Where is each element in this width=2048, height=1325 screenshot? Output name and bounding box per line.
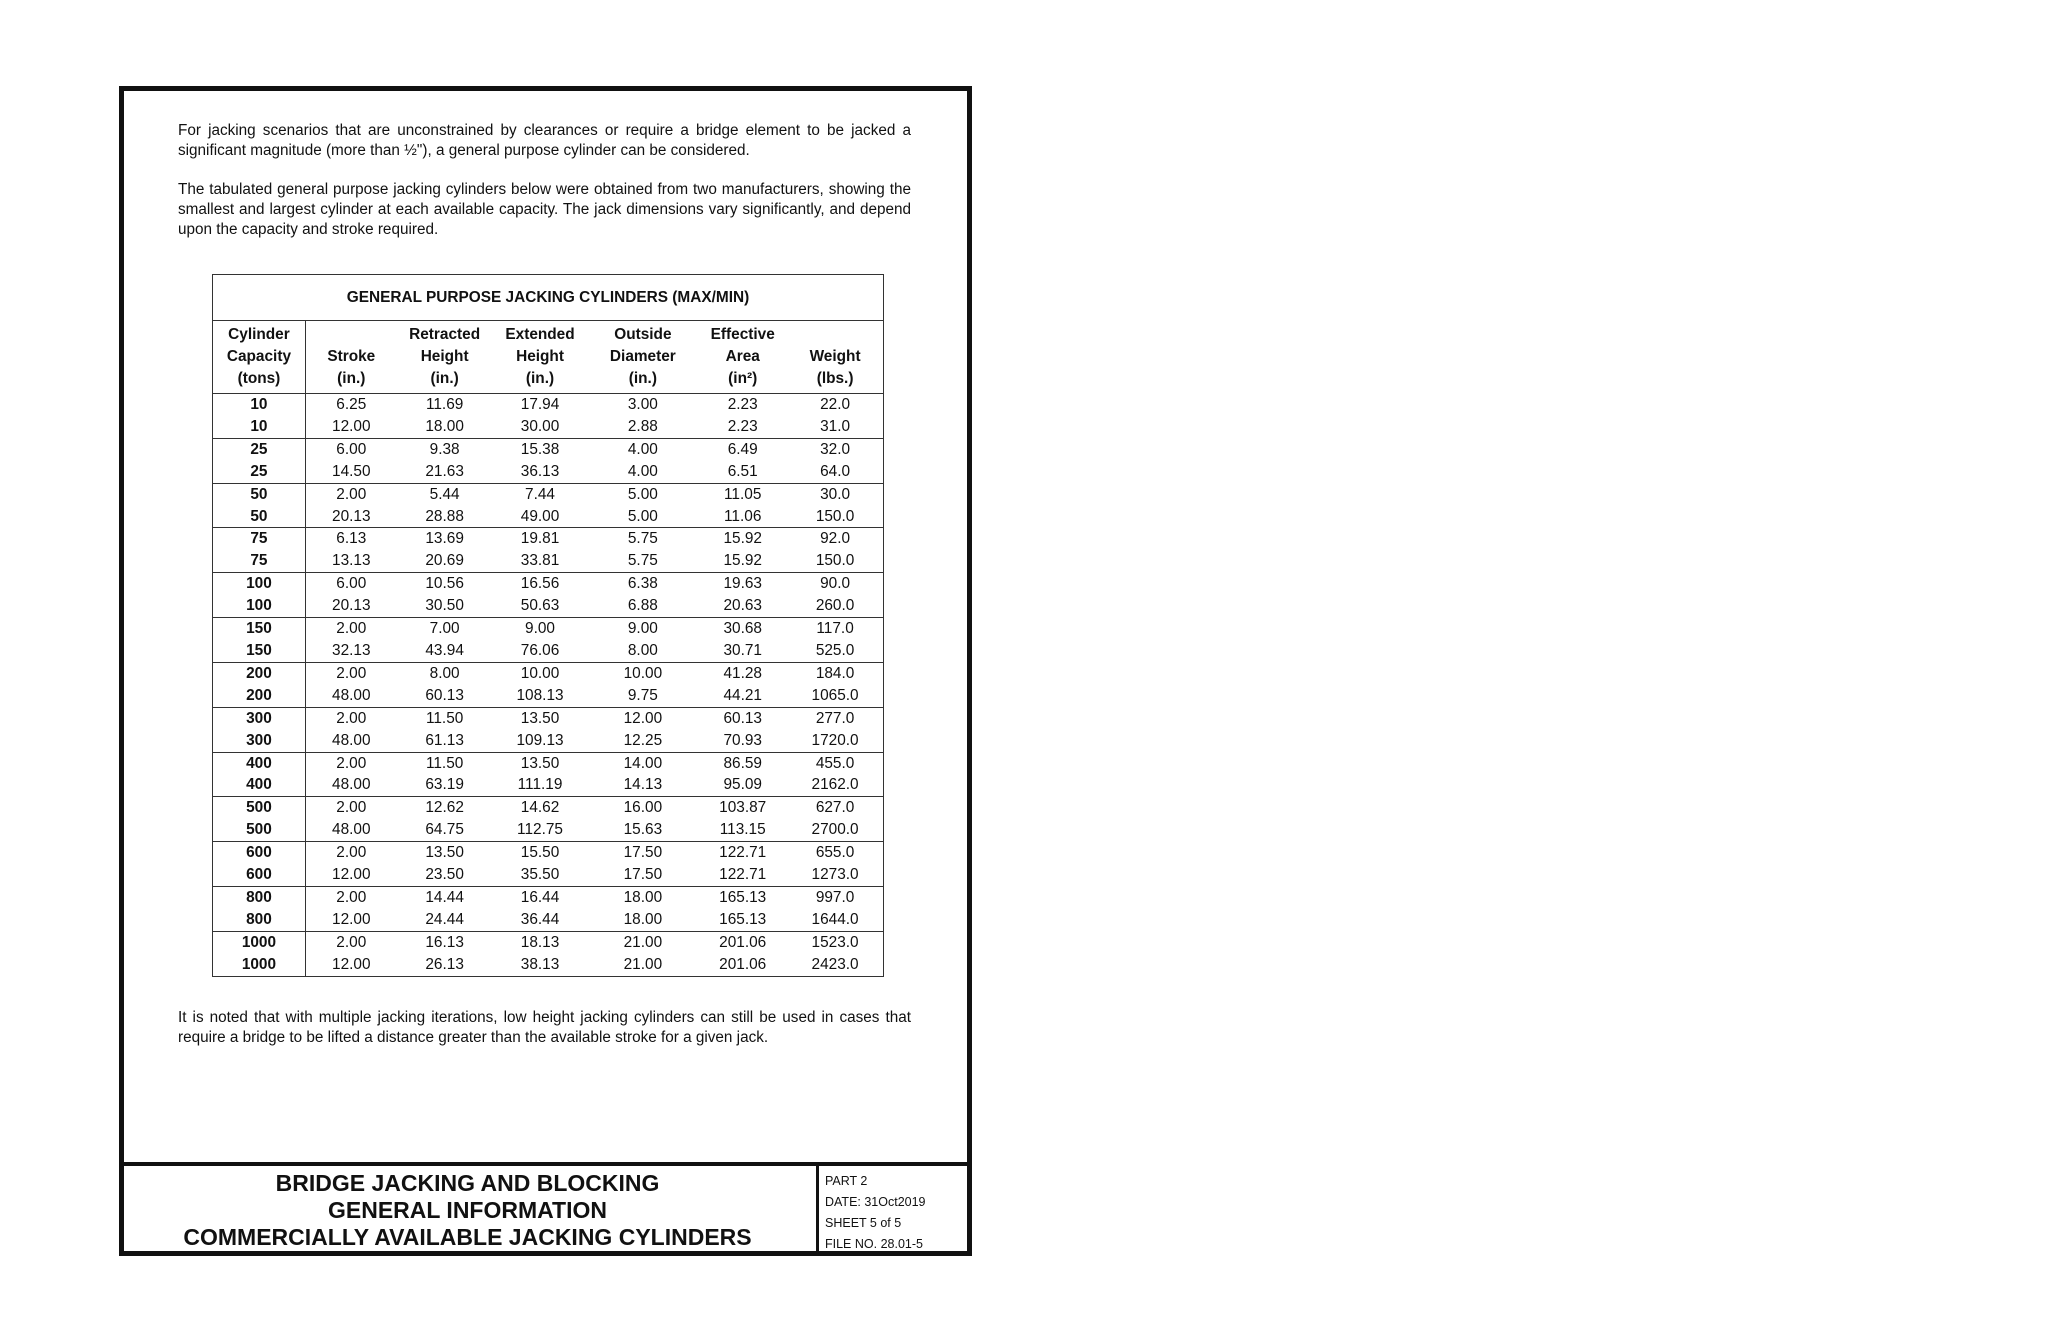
cell-retracted-height: 20.69 [397, 550, 493, 572]
cell-capacity: 75 [213, 528, 306, 550]
cell-outside-diameter: 9.00 [627, 620, 658, 638]
cell-outside-diameter: 5.75 [587, 550, 698, 572]
cell-weight: 525.0 [787, 640, 883, 662]
cell-outside-diameter: 4.00 [587, 461, 698, 483]
cell-effective-area: 165.13 [698, 909, 787, 931]
table-row [213, 573, 884, 595]
cell-capacity: 100 [213, 573, 306, 595]
cell-capacity: 50 [213, 506, 306, 528]
header-line: (lbs.) [816, 370, 854, 387]
cell-effective-area: 103.87 [719, 799, 767, 817]
cell-effective-area: 60.13 [723, 709, 762, 727]
cell-capacity: 200 [213, 662, 306, 684]
header-line: Effective [710, 326, 775, 343]
cell-extended-height: 13.50 [520, 754, 560, 772]
cell-effective-area: 6.51 [698, 461, 787, 483]
cell-stroke: 14.50 [305, 461, 396, 483]
cell-outside-diameter: 14.00 [623, 754, 663, 772]
cell-stroke: 48.00 [305, 774, 396, 796]
header-line: (in.) [525, 370, 555, 387]
cell-retracted-height: 28.88 [397, 506, 493, 528]
cell-stroke: 6.25 [336, 396, 367, 413]
cell-weight: 184.0 [815, 664, 855, 682]
table-header-row [213, 321, 884, 394]
cell-capacity: 200 [213, 685, 306, 707]
cell-extended-height: 50.63 [493, 595, 588, 617]
cell-retracted-height: 11.50 [425, 709, 464, 727]
table-row [213, 774, 884, 796]
table-row [213, 618, 884, 640]
title-block-heading [119, 1170, 816, 1251]
cell-capacity: 300 [213, 707, 306, 729]
cell-stroke: 12.00 [305, 954, 396, 976]
cell-effective-area: 41.28 [723, 664, 762, 682]
header-line: Extended [505, 326, 575, 343]
cell-weight: 2423.0 [787, 954, 883, 976]
cell-weight: 64.0 [787, 461, 883, 483]
cell-capacity: 10 [213, 394, 306, 416]
cell-retracted-height: 30.50 [397, 595, 493, 617]
cell-stroke: 6.00 [336, 440, 367, 458]
cell-extended-height: 38.13 [493, 954, 588, 976]
cell-capacity: 25 [213, 438, 306, 460]
cell-outside-diameter: 2.88 [587, 416, 698, 438]
title-block-info [825, 1171, 926, 1255]
cell-retracted-height: 21.63 [397, 461, 493, 483]
table-description-paragraph: The tabulated general purpose jacking cylinders below were obtained from two manufacturers, showing the smallest and largest cylinder at each available capacity. The jack dimensions vary significantly, and depend upon the capacity and stroke required. [178, 181, 911, 238]
cell-outside-diameter: 12.00 [623, 709, 663, 727]
cell-weight: 655.0 [815, 844, 855, 862]
cell-stroke: 48.00 [305, 685, 396, 707]
cell-extended-height: 15.38 [520, 440, 560, 458]
cell-capacity: 800 [213, 909, 306, 931]
cell-stroke: 48.00 [305, 819, 396, 841]
cell-effective-area: 122.71 [698, 864, 787, 886]
cell-weight: 260.0 [787, 595, 883, 617]
cell-effective-area: 95.09 [698, 774, 787, 796]
header-line: (in.) [430, 370, 459, 387]
cell-stroke: 20.13 [305, 506, 396, 528]
table-row [213, 506, 884, 528]
cell-capacity: 150 [213, 618, 306, 640]
cell-weight: 31.0 [787, 416, 883, 438]
cell-weight: 90.0 [820, 575, 851, 593]
header-extended-height [493, 321, 588, 394]
cell-stroke: 6.00 [336, 575, 367, 593]
cell-capacity: 800 [213, 886, 306, 908]
cell-outside-diameter: 15.63 [587, 819, 698, 841]
jacking-cylinders-table [212, 274, 884, 977]
header-line: Retracted [409, 326, 481, 343]
cell-stroke: 2.00 [336, 933, 367, 951]
header-line: Cylinder [228, 326, 290, 343]
cell-stroke: 20.13 [305, 595, 396, 617]
cell-stroke: 48.00 [305, 730, 396, 752]
cell-outside-diameter: 21.00 [587, 954, 698, 976]
table-row [213, 752, 884, 774]
cell-extended-height: 7.44 [525, 485, 555, 503]
cell-stroke: 2.00 [336, 844, 367, 862]
cell-capacity: 300 [213, 730, 306, 752]
cell-retracted-height: 12.62 [425, 799, 464, 817]
cell-retracted-height: 9.38 [429, 440, 460, 458]
header-outside-diameter [587, 321, 698, 394]
cell-capacity: 500 [213, 819, 306, 841]
cell-effective-area: 2.23 [698, 416, 787, 438]
header-line: Weight [809, 348, 861, 365]
table-row [213, 595, 884, 617]
table-row [213, 909, 884, 931]
cell-retracted-height: 10.56 [425, 575, 464, 593]
cell-capacity: 100 [213, 595, 306, 617]
cell-outside-diameter: 21.00 [623, 933, 663, 951]
cell-retracted-height: 5.44 [429, 485, 460, 503]
table-row [213, 528, 884, 550]
date-label: DATE: 31Oct2019 [825, 1195, 926, 1209]
cell-outside-diameter: 4.00 [627, 440, 658, 458]
cell-weight: 92.0 [820, 530, 851, 548]
cell-effective-area: 201.06 [719, 933, 767, 951]
header-line: (tons) [237, 370, 281, 387]
cell-extended-height: 35.50 [493, 864, 588, 886]
cell-effective-area: 19.63 [723, 575, 762, 593]
header-line: Area [725, 348, 760, 365]
table-row [213, 954, 884, 976]
cell-retracted-height: 61.13 [397, 730, 493, 752]
cell-stroke: 6.13 [336, 530, 367, 548]
cell-stroke: 13.13 [305, 550, 396, 572]
cell-weight: 30.0 [820, 485, 851, 503]
table-row [213, 886, 884, 908]
table-row [213, 797, 884, 819]
header-line: Stroke [327, 348, 376, 365]
cell-retracted-height: 11.69 [425, 396, 464, 413]
table-row [213, 685, 884, 707]
cell-stroke: 2.00 [336, 485, 367, 503]
cell-extended-height: 76.06 [493, 640, 588, 662]
cell-outside-diameter: 9.75 [587, 685, 698, 707]
cell-retracted-height: 7.00 [429, 620, 460, 638]
cell-extended-height: 36.13 [493, 461, 588, 483]
cell-weight: 22.0 [820, 396, 851, 413]
header-line: Height [516, 348, 564, 365]
cell-retracted-height: 24.44 [397, 909, 493, 931]
cell-outside-diameter: 18.00 [587, 909, 698, 931]
cell-stroke: 2.00 [336, 888, 367, 906]
header-weight [787, 321, 883, 394]
header-retracted-height [397, 321, 493, 394]
cell-weight: 277.0 [815, 709, 855, 727]
table-row [213, 416, 884, 438]
cell-extended-height: 112.75 [493, 819, 588, 841]
table-row [213, 461, 884, 483]
cell-effective-area: 113.15 [698, 819, 787, 841]
header-line: (in.) [628, 370, 657, 387]
cell-extended-height: 10.00 [520, 664, 560, 682]
cell-capacity: 600 [213, 842, 306, 864]
cell-extended-height: 9.00 [525, 620, 555, 638]
cell-retracted-height: 14.44 [425, 888, 464, 906]
cell-capacity: 1000 [213, 954, 306, 976]
cell-weight: 1523.0 [811, 933, 859, 951]
cell-retracted-height: 60.13 [397, 685, 493, 707]
header-stroke [305, 321, 396, 394]
cell-effective-area: 30.68 [723, 620, 762, 638]
file-number-label: FILE NO. 28.01-5 [825, 1237, 923, 1251]
cell-effective-area: 15.92 [698, 550, 787, 572]
cell-weight: 150.0 [787, 506, 883, 528]
cell-effective-area: 20.63 [698, 595, 787, 617]
title-block-divider [816, 1166, 819, 1256]
table-row [213, 864, 884, 886]
cell-effective-area: 6.49 [727, 440, 758, 458]
header-line: Outside [614, 326, 672, 343]
cell-weight: 32.0 [820, 440, 851, 458]
cell-weight: 997.0 [815, 888, 855, 906]
cell-stroke: 12.00 [305, 864, 396, 886]
cell-capacity: 150 [213, 640, 306, 662]
cell-capacity: 1000 [213, 931, 306, 953]
cell-retracted-height: 43.94 [397, 640, 493, 662]
cell-retracted-height: 23.50 [397, 864, 493, 886]
cell-capacity: 10 [213, 416, 306, 438]
cell-stroke: 2.00 [336, 620, 367, 638]
table-row [213, 730, 884, 752]
cell-effective-area: 122.71 [719, 844, 767, 862]
cell-extended-height: 18.13 [520, 933, 560, 951]
cell-extended-height: 111.19 [493, 774, 588, 796]
cell-extended-height: 33.81 [493, 550, 588, 572]
table-row [213, 819, 884, 841]
cell-effective-area: 70.93 [698, 730, 787, 752]
cell-retracted-height: 16.13 [425, 933, 464, 951]
title-line: GENERAL INFORMATION [328, 1197, 607, 1223]
cell-extended-height: 16.56 [520, 575, 560, 593]
table-row [213, 662, 884, 684]
sheet-label: SHEET 5 of 5 [825, 1216, 902, 1230]
cell-stroke: 2.00 [336, 754, 367, 772]
cell-stroke: 2.00 [336, 664, 367, 682]
cell-outside-diameter: 14.13 [587, 774, 698, 796]
cell-capacity: 400 [213, 752, 306, 774]
cell-stroke: 12.00 [305, 909, 396, 931]
cell-weight: 455.0 [815, 754, 855, 772]
cell-outside-diameter: 8.00 [587, 640, 698, 662]
cell-capacity: 400 [213, 774, 306, 796]
table-row [213, 550, 884, 572]
cell-stroke: 12.00 [305, 416, 396, 438]
intro-paragraph: For jacking scenarios that are unconstrained by clearances or require a bridge element to be jacked a significant magnitude (more than ½"), a general purpose cylinder can be considered. [178, 122, 911, 159]
cell-capacity: 25 [213, 461, 306, 483]
header-capacity [213, 321, 306, 394]
cell-weight: 1273.0 [787, 864, 883, 886]
header-effective-area [698, 321, 787, 394]
cell-outside-diameter: 10.00 [623, 664, 663, 682]
table-row [213, 483, 884, 505]
cell-effective-area: 2.23 [727, 396, 758, 413]
header-line: (in.) [337, 370, 366, 387]
cell-retracted-height: 26.13 [397, 954, 493, 976]
cell-weight: 1065.0 [787, 685, 883, 707]
table-title: GENERAL PURPOSE JACKING CYLINDERS (MAX/MIN) [213, 275, 884, 321]
cell-outside-diameter: 18.00 [623, 888, 663, 906]
cell-effective-area: 15.92 [723, 530, 762, 548]
cell-outside-diameter: 12.25 [587, 730, 698, 752]
cell-outside-diameter: 5.00 [627, 485, 658, 503]
header-line [787, 324, 883, 346]
header-line: Height [420, 348, 469, 365]
cell-weight: 1644.0 [787, 909, 883, 931]
cell-effective-area: 44.21 [698, 685, 787, 707]
cell-extended-height: 14.62 [520, 799, 560, 817]
table-body [213, 394, 884, 977]
cell-effective-area: 11.05 [724, 485, 762, 503]
cell-retracted-height: 13.50 [425, 844, 464, 862]
title-line: COMMERCIALLY AVAILABLE JACKING CYLINDERS [183, 1224, 752, 1250]
cell-extended-height: 15.50 [520, 844, 560, 862]
cell-effective-area: 11.06 [698, 506, 787, 528]
table-row [213, 707, 884, 729]
cell-extended-height: 19.81 [520, 530, 560, 548]
header-line: Diameter [609, 348, 676, 365]
cell-retracted-height: 63.19 [397, 774, 493, 796]
cell-retracted-height: 18.00 [397, 416, 493, 438]
header-line: (in²) [728, 370, 758, 387]
part-label: PART 2 [825, 1174, 868, 1188]
cell-outside-diameter: 6.38 [627, 575, 658, 593]
table-row [213, 842, 884, 864]
cell-extended-height: 49.00 [493, 506, 588, 528]
cell-effective-area: 86.59 [723, 754, 762, 772]
cell-weight: 150.0 [787, 550, 883, 572]
cell-weight: 1720.0 [787, 730, 883, 752]
cell-stroke: 2.00 [336, 799, 367, 817]
cell-weight: 627.0 [815, 799, 855, 817]
cell-stroke: 32.13 [305, 640, 396, 662]
cell-extended-height: 30.00 [493, 416, 588, 438]
cell-extended-height: 13.50 [520, 709, 560, 727]
cell-outside-diameter: 5.75 [627, 530, 658, 548]
cell-outside-diameter: 17.50 [623, 844, 663, 862]
cell-retracted-height: 11.50 [425, 754, 464, 772]
cell-outside-diameter: 6.88 [587, 595, 698, 617]
cell-retracted-height: 8.00 [429, 664, 460, 682]
cell-effective-area: 165.13 [719, 888, 767, 906]
cell-extended-height: 36.44 [493, 909, 588, 931]
cell-outside-diameter: 16.00 [623, 799, 663, 817]
cell-extended-height: 17.94 [520, 396, 560, 413]
cell-capacity: 500 [213, 797, 306, 819]
table-row [213, 438, 884, 460]
cell-extended-height: 109.13 [493, 730, 588, 752]
closing-paragraph: It is noted that with multiple jacking iterations, low height jacking cylinders can still be used in cases that require a bridge to be lifted a distance greater than the available stroke for a given jack. [178, 1009, 911, 1046]
cell-stroke: 2.00 [336, 709, 367, 727]
title-block [119, 1162, 972, 1256]
header-line: Capacity [226, 348, 292, 365]
header-line [306, 324, 397, 346]
cell-weight: 117.0 [816, 620, 854, 638]
table-row [213, 931, 884, 953]
cell-outside-diameter: 3.00 [627, 396, 658, 413]
cell-capacity: 600 [213, 864, 306, 886]
cell-retracted-height: 64.75 [397, 819, 493, 841]
cell-capacity: 50 [213, 483, 306, 505]
cell-outside-diameter: 17.50 [587, 864, 698, 886]
cell-retracted-height: 13.69 [425, 530, 464, 548]
cell-effective-area: 201.06 [698, 954, 787, 976]
cell-outside-diameter: 5.00 [587, 506, 698, 528]
title-line: BRIDGE JACKING AND BLOCKING [275, 1170, 660, 1196]
table-row [213, 394, 884, 416]
cell-capacity: 75 [213, 550, 306, 572]
cell-weight: 2700.0 [787, 819, 883, 841]
cell-extended-height: 108.13 [493, 685, 588, 707]
table-row [213, 640, 884, 662]
cell-effective-area: 30.71 [698, 640, 787, 662]
cell-weight: 2162.0 [787, 774, 883, 796]
cell-extended-height: 16.44 [520, 888, 560, 906]
